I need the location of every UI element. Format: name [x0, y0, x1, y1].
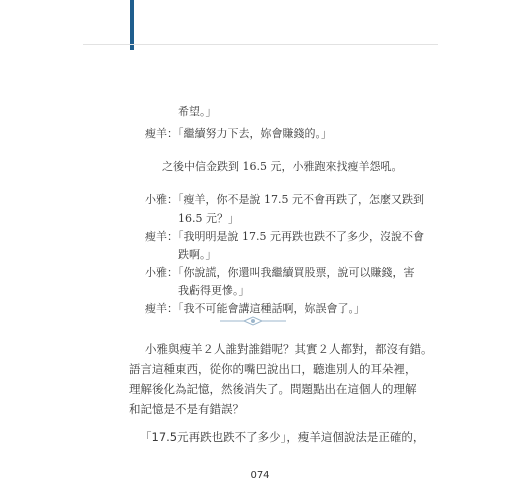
dialogue-line: 小雅：「你說謊，你還叫我繼續買股票，說可以賺錢，害: [145, 266, 415, 279]
dialogue-line: 我虧得更慘。」: [178, 284, 250, 297]
body-text-line: 「17.5元再跌也跌不了多少」，瘦羊這個說法是正確的，: [140, 430, 425, 444]
body-text-line: 和記憶是不是有錯誤？: [129, 402, 244, 416]
body-text-line: 小雅與瘦羊２人誰對誰錯呢？其實２人都對，都沒有錯。: [145, 342, 433, 356]
header-accent-bar: [130, 0, 134, 50]
narration-line: 之後中信金跌到 16.5 元，小雅跑來找瘦羊怨吼。: [162, 160, 403, 173]
dialogue-line: 跌啊。」: [178, 248, 217, 261]
dialogue-line: 小雅：「瘦羊，你不是說 17.5 元不會再跌了，怎麼又跌到: [145, 193, 424, 206]
header-divider: [83, 44, 438, 45]
dialogue-line: 瘦羊：「繼續努力下去，妳會賺錢的。」: [145, 127, 332, 140]
dialogue-line: 希望。」: [178, 105, 217, 118]
body-text-line: 語言這種東西，從你的嘴巴說出口，聽進別人的耳朵裡，: [129, 362, 417, 376]
dialogue-line: 16.5 元？」: [178, 212, 239, 225]
page-number: 074: [250, 470, 270, 481]
ornament-divider-icon: [218, 315, 288, 327]
dialogue-line: 瘦羊：「我明明是說 17.5 元再跌也跌不了多少，沒說不會: [145, 230, 424, 243]
dialogue-line: 瘦羊：「我不可能會講這種話啊，妳誤會了。」: [145, 302, 365, 315]
body-text-line: 理解後化為記憶，然後消失了。問題點出在這個人的理解: [129, 382, 417, 396]
